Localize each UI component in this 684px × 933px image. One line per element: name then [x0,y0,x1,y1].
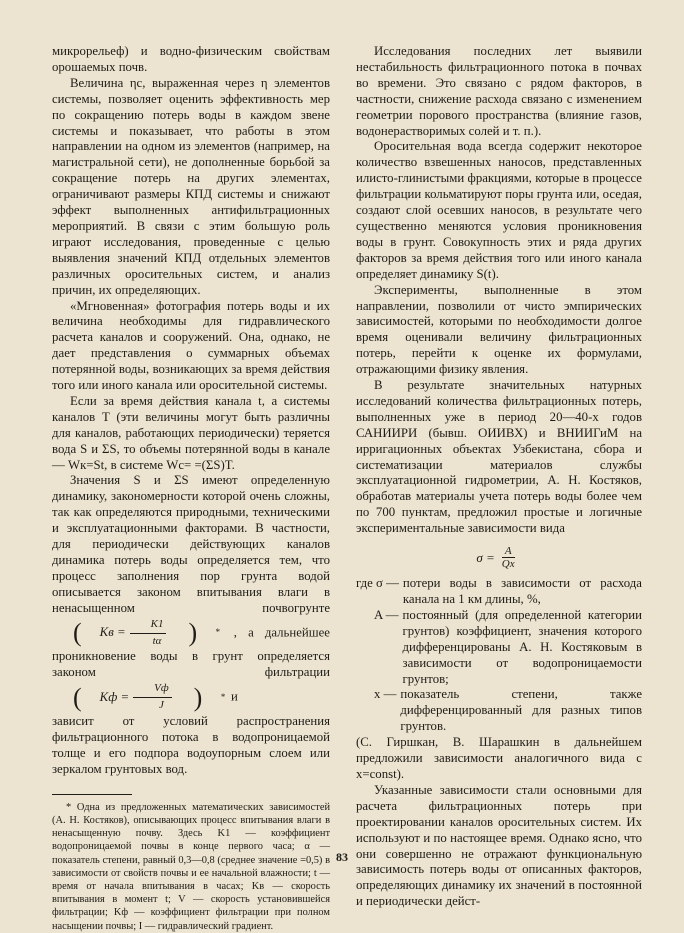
loss-formula-numerator: A [502,545,515,558]
infiltration-formula-footnote-mark: * [215,627,220,638]
right-paragraph-3: Эксперименты, выполненные в этом направлении, позволили от чисто эмпирических зависимостей, которыми по необходимости долгое время оценивали величину фильтрационных потерь, перейти к оценке их формулами, отражающими физику явления. [356,282,642,377]
legend-term: x — [374,687,397,702]
footnote-divider [52,794,132,795]
left-paragraph-2: Величина ηс, выраженная через η элементов системы, позволяет оценить эффективность мер по сокращению потерь воды в каждом звене системы и показывает, что работы в этом направлении на одном из элементов (например, на магистральной сети), не дополненные борьбой за сокращение потерь на других элементах, ограничивают размеры КПД системы и снижают эффект выполненных антифильтрационных мероприятий. В связи с этим большую роль играют исследования, проведенные с целью выявления значений КПД отдельных элементов различных оросительных систем, и анализ причин, их определяющих. [52,75,330,297]
loss-formula-fraction [499,545,518,570]
legend-definition: потери воды в зависимости от расхода канала на 1 км длины, %, [402,576,642,606]
right-paragraph-2: Оросительная вода всегда содержит некоторое количество взвешенных наносов, представленных илисто-глинистыми фракциями, которые в процессе фильтрации кольматируют поры грунта или, оседая, создают слой осевших наносов, в результате чего существенно меняются условия проникновения воды в грунт. Совокупность этих и ряда других факторов за время действия того или иного канала определяет динамику S(t). [356,139,642,281]
filtration-formula-lhs: Kф = [99,689,130,704]
legend-definition: показатель степени, также дифференцированный для разных типов грунтов. [400,687,642,734]
filtration-formula-footnote-mark: * [220,691,225,702]
legend-definition: постоянный (для определенной категории грунтов) коэффициент, значения которого дифференцированы А. Н. Костяковым в зависимости от водопроницаемости грунтов; [402,607,642,686]
infiltration-formula: ( Kв = $\frac{K1}{t\alpha}$ ) * [55,617,220,650]
formula-legend [356,576,642,735]
legend-row-a [356,608,642,688]
left-paragraph-5-continuation: , а дальнейшее проникновение воды в грунт определяется законом фильтрации [52,624,330,680]
infiltration-formula-denominator: tα [152,634,162,647]
page-number: 83 [336,850,348,864]
legend-term: где σ — [356,576,399,591]
filtration-formula-fraction [133,681,172,714]
infiltration-formula-fraction [130,617,167,650]
right-paragraph-6: Указанные зависимости стали основными для расчета фильтрационных потерь при проектировании каналов оросительных систем. Их используют и по настоящее время. Однако ясно, что они совершенно не отражают функциональную зависимость потерь воды от описанных факторов, определяющих динамику их значений в постоянной и периодически дейст- [356,782,642,909]
left-paragraph-5-end: и [231,689,238,704]
left-column [52,44,330,933]
filtration-formula-denominator: J [158,699,164,712]
legend-term: A — [374,607,399,622]
filtration-formula-numerator: Vф [133,681,172,698]
right-paragraph-4: В результате значительных натурных исследований количества фильтрационных потерь, выполненных уже в период 20—40-х годов САНИИРИ (бывш. ОИИВХ) и ВНИИГиМ на ирригационных объектах Узбекистана, сбора и систематизации материалов службы эксплуатационной гидрометрии, А. Н. Костяков, обработав материалы учета потерь воды более чем по 700 пунктам, предложил простые и логичные экспериментальные зависимости вида [356,378,642,536]
loss-formula-lhs: σ = [476,549,495,565]
left-paragraph-4: Если за время действия канала t, а системы каналов T (эти величины могут быть различны для каналов, работающих периодически) теряется вода S и ΣS, то объемы потерянной воды в канале — Wк=St, в системе Wс= =(ΣS)T. [52,393,330,472]
loss-formula-denominator: Qx [501,558,515,571]
loss-formula [356,545,642,570]
legend-row-sigma [356,576,642,608]
left-paragraph-6: зависит от условий распространения фильтрационного потока в водопроницаемой толще и его подпора водоупорным слоем или зеркалом грунтовых вод. [52,714,330,776]
left-paragraph-5-text: Значения S и ΣS имеют определенную динамику, закономерности которой очень сложны, так как определяются природными, техническими и эксплуатационными факторами. В частности, для периодически действующих каналов динамика потерь воды определяется тем, что процесс заполнения пор грунта водой описывается законом впитывания влаги в ненасыщенном почвогрунте [52,473,330,615]
infiltration-formula-numerator: K1 [130,617,167,634]
left-paragraph-5 [52,473,330,714]
legend-row-x [356,687,642,735]
right-column [356,44,642,910]
right-paragraph-5: (С. Гиршкан, В. Шарашкин в дальнейшем предложили зависимости аналогичного вида с x=const). [356,735,642,781]
footnote: * Одна из предложенных математических зависимостей (А. Н. Костяков), описывающих процесс впитывания влаги в ненасыщенную почву. Здесь K1 — коэффициент водопроницаемой почвы в конце первого часа; α — показатель степени, равный 0,3—0,8 (среднее значение =0,5) в зависимости от свойств почвы и ее начальной влажности; t — время от начала впитывания в часах; Kв — скорость впитывания в момент t; V — скорость установившейся фильтрации; Kф — коэффициент фильтрации при полном насыщении почвы; I — гидравлический градиент. [52,801,330,932]
left-paragraph-1: микрорельеф) и водно-физическим свойствам орошаемых почв. [52,44,330,74]
infiltration-formula-lhs: Kв = [99,625,126,640]
right-paragraph-1: Исследования последних лет выявили нестабильность фильтрационного потока в почвах во времени. Это связано с рядом факторов, в частности, снижение расхода связано с изменением геометрии порового пространства (влияние газов, водонерастворимых солей и т. п.). [356,44,642,138]
filtration-formula: ( Kф = $\frac{Vф}{J}$ ) * [55,681,225,714]
left-paragraph-3: «Мгновенная» фотография потерь воды и их величина необходимы для гидравлического расчета каналов и сооружений. Она, однако, не дает представления о суммарных объемах потерянной воды, возникающих за время действия того или иного канала или оросительной системы. [52,298,330,393]
